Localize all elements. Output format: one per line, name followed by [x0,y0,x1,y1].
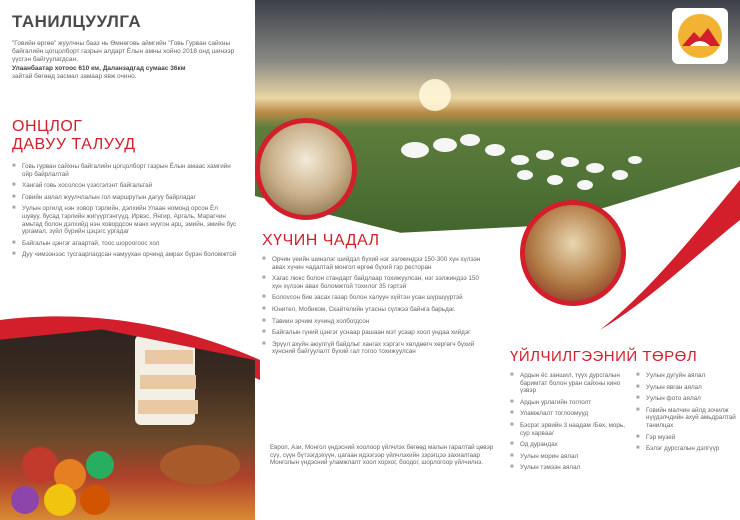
list-item: ■ Гэр музей [636,434,736,442]
list-item: ■ Уулын явган аялал [636,384,736,392]
list-item: ■ Тавиин эрчим хүчинд холбогдсон [262,318,490,326]
list-item: ■ Бэсрэг эрвийн 3 наадам /Бөх, морь, сур харваа/ [510,422,630,437]
advantages-list [12,163,237,263]
list-item: ■ Байгалын цэнгэг агаартай, тоос шороогоос хол [12,240,237,248]
distance-text: Улаанбаатар хотоос 610 км, Даланзадгад сумаас 36км [12,65,186,72]
logo [672,8,728,64]
list-item: ■ Уулын морин аялал [510,453,630,461]
services-list-left [510,372,630,476]
list-item: ■ Говийн малчин айлд зочилж нүүдэлчдийн ахуй амьдралтай танилцах [636,407,736,430]
menu-text: Европ, Ази, Монгол үндэсний хоолоор үйлчлэх бөгөөд малын гаралтай цөвэр сүү, сүүн бүтээгдэхүүн, цагаан идээгээр үйлчлэхийн зэрэгцээ захиалгаар Монголын үндэсний уламжлалт хоол хорхог, боодог, шорлогоор үйлчилнэ. [270,444,494,467]
list-item: ■ Уулын фото аялал [636,395,736,403]
capacity-list [262,256,490,360]
page-title: ТАНИЛЦУУЛГА [12,12,142,31]
list-item: ■ Од дурандах [510,441,630,449]
services-list-right [636,372,736,457]
list-item: ■ Говь гурван сайхны байгалийн цогцолборт газрын Ёлын амаас хамгийн ойр байрлалтай [12,163,237,178]
list-item: ■ Бэлэг дурсгалын дэлгүүр [636,445,736,453]
red-swoosh-right [560,180,740,340]
list-item: ■ Ардын урлагийн тоглолт [510,399,630,407]
capacity-title: ХҮЧИН ЧАДАЛ [262,232,380,249]
list-item: ■ Байгалын гүний цэнгэг уснаар рашаан мэт усаар хоол ундаа хийдэг [262,329,490,337]
list-item: ■ Говийн аялал жуулчлалын гол маршрутын дагуу байрладаг [12,194,237,202]
list-item: ■ Уулын дугуйн аялал [636,372,736,380]
list-item: ■ Уулын тэмээн аялал [510,464,630,472]
list-item: ■ Эрүүл ахуйн аюулгүй байдлыг хангах хэргэгч хөлдөөгч хөргөгч бүхий хүнсний байгуулалт бүхий гал тогоо тохижуулсан [262,341,490,356]
list-item: ■ Дуу чимээнээс тусгаарлагдсан намуухан орчинд амрах бүрэн боломжтой [12,251,237,259]
advantages-title: ОНЦЛОГ ДАВУУ ТАЛУУД [12,118,136,153]
list-item: ■ Болovсон бие засах газар болон халуун хүйтэн усан шүршүүртэй [262,294,490,302]
ger-interior-photo [255,118,357,220]
distance-text-2: зайтай бөгөөд засмал замаар явж очино. [12,73,137,80]
list-item: ■ Уулын оргилд нэн ховор тэрлийн, дэлхийн Улаан номонд орсон Ёл шувуу, бусад тэрлийн жигүүртэнгүүд, Ирвэс, Янгир, Аргаль, Марагчин амьтад болон дэлхийд нэн ховордсон манх нүүгон арц, эмийн, эмийн бус ургамал, зүйл бүрийн цэцэгс ургадаг [12,205,237,235]
logo-icon [672,8,728,64]
list-item: ■ Ардын ёс заншил, түүх дурсгалын баримтат болон уран сайхны кино үзвэр [510,372,630,395]
intro-text: "Говийн өргөө" жуулчны бааз нь Өмнөговь аймгийн "Говь Гурван сайхны байгалийн цогцолборт газрын алдарт Ёлын амны хойно 2018 онд шинээр үүсгэн байгуулагдсан. [12,40,235,63]
list-item: ■ Хангай говь хосолсон үзэсгэлэнт байгальтай [12,182,237,190]
list-item: ■ Хагас люкс болон стандарт байдлаар тохижуулсан, нэг ээлжиндээ 150 хүн хүлээн авах боломжтой тохилог 35 гэртэй [262,275,490,290]
list-item: ■ Орчин үеийн шинэлэг шийдэл бүхий нэг ээлжиндээ 150-300 хүн хүлээн авах хүчин чадалтай монгол өргөө бүхий гэр ресторан [262,256,490,271]
list-item: ■ Уламжлалт тоглоомууд [510,410,630,418]
services-title: ҮЙЛЧИЛГЭЭНИЙ ТӨРӨЛ [510,348,698,365]
list-item: ■ Юнител, Мобиком, Скайтелийн утасны сүлжээ байнга барьдаг. [262,306,490,314]
